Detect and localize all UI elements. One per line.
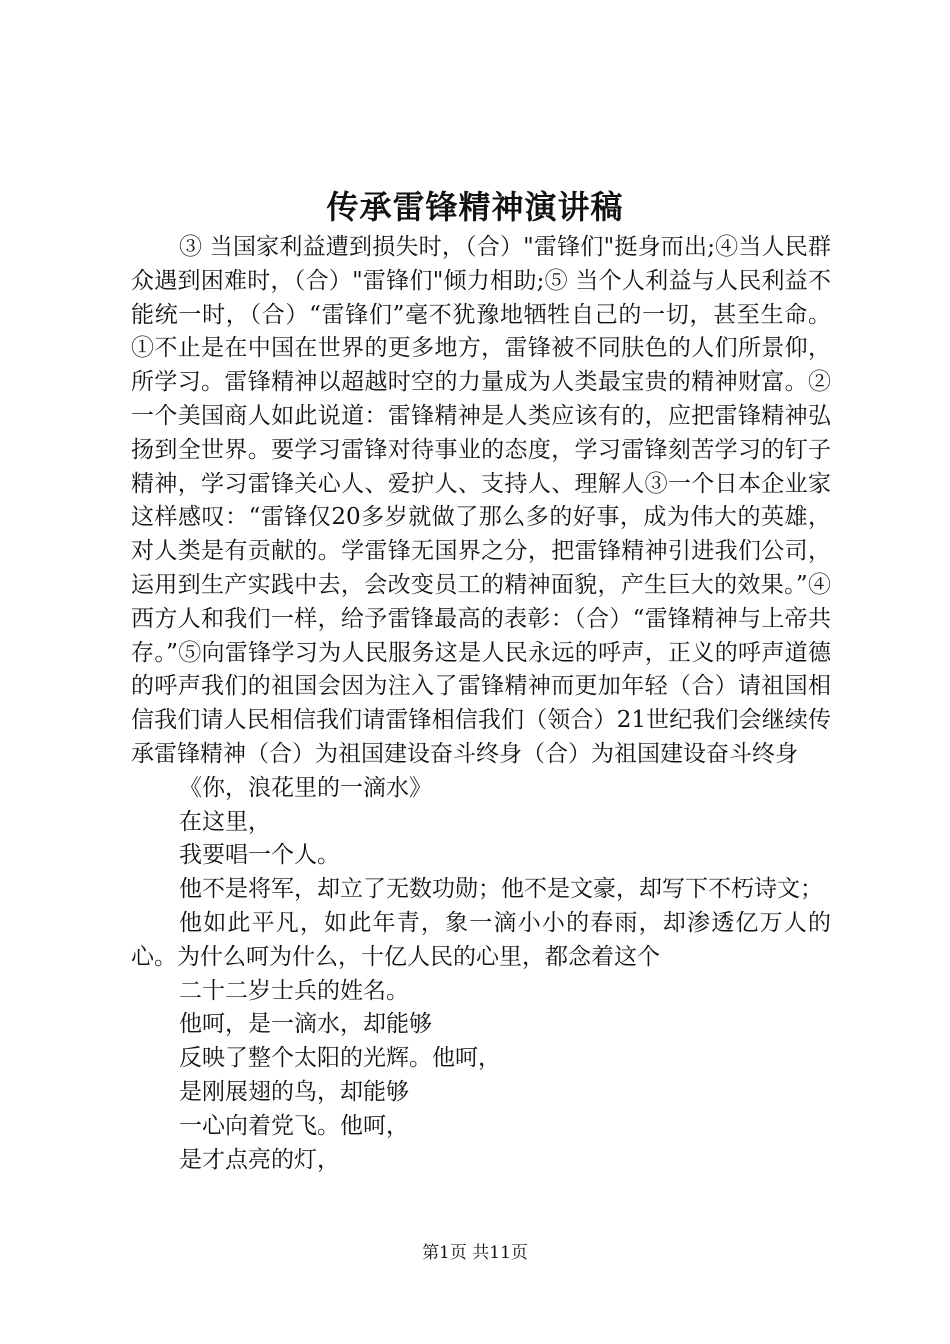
document-title: 传承雷锋精神演讲稿: [326, 188, 624, 226]
poem-line: 反映了整个太阳的光辉。他呵，: [179, 1045, 501, 1072]
poem-line: 他不是将军，却立了无数功勋；他不是文豪，却写下不朽诗文；: [179, 876, 823, 903]
poem-line: 在这里，: [179, 808, 271, 835]
poem-line: 我要唱一个人。: [179, 842, 340, 869]
page-number-footer: 第1页 共11页: [422, 1243, 528, 1263]
poem-line: 是刚展翅的鸟，却能够: [179, 1078, 409, 1105]
paragraph: ③ 当国家利益遭到损失时，（合）"雷锋们"挺身而出;④当人民群众遇到困难时，（合）"雷锋们"倾力相助;⑤ 当个人利益与人民利益不能统一时，（合）“雷锋们”毫不犹豫地牺牲自己的一切，甚至生命。①不止是在中国在世界的更多地方，雷锋被不同肤色的人们所景仰，所学习。雷锋精神以超越时空的力量成为人类最宝贵的精神财富。②一个美国商人如此说道：雷锋精神是人类应该有的，应把雷锋精神弘扬到全世界。要学习雷锋对待事业的态度，学习雷锋刻苦学习的钉子精神，学习雷锋关心人、爱护人、支持人、理解人③一个日本企业家这样感叹：“雷锋仅20多岁就做了那么多的好事，成为伟大的英雄，对人类是有贡献的。学雷锋无国界之分，把雷锋精神引进我们公司，运用到生产实践中去，会改变员工的精神面貌，产生巨大的效果。”④西方人和我们一样，给予雷锋最高的表彰：（合）“雷锋精神与上帝共存。”⑤向雷锋学习为人民服务这是人民永远的呼声，正义的呼声道德的呼声我们的祖国会因为注入了雷锋精神而更加年轻（合）请祖国相信我们请人民相信我们请雷锋相信我们（领合）21世纪我们会继续传承雷锋精神（合）为祖国建设奋斗终身（合）为祖国建设奋斗终身: [131, 234, 831, 767]
poem-line: 他如此平凡，如此年青，象一滴小小的春雨，却渗透亿万人的心。为什么呵为什么，十亿人民的心里，都念着这个: [131, 909, 831, 970]
poem-line: 一心向着党飞。他呵，: [179, 1112, 409, 1139]
poem-line: 他呵，是一滴水，却能够: [179, 1011, 432, 1038]
document-body: [131, 231, 831, 1177]
poem-line: 是才点亮的灯，: [179, 1146, 340, 1173]
poem-line: 二十二岁士兵的姓名。: [179, 977, 409, 1004]
poem-title: 《你，浪花里的一滴水》: [179, 774, 432, 801]
